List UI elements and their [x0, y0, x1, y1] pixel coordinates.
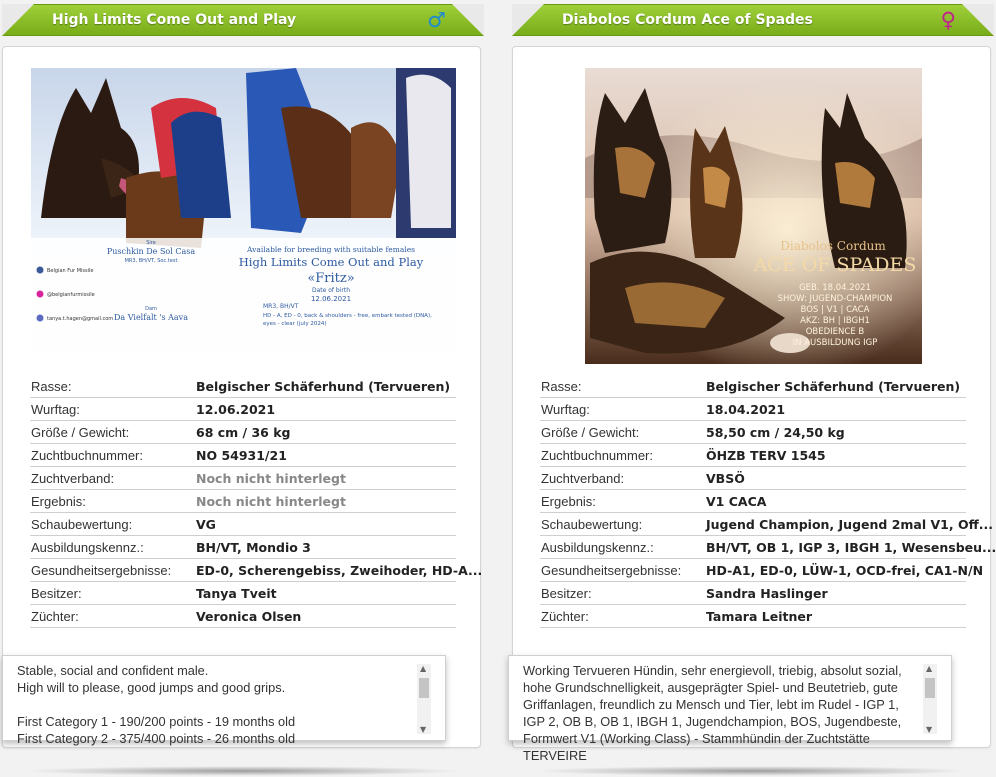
dog-card-column-1 [2, 0, 483, 777]
svg-text:Belgian Fur Missile: Belgian Fur Missile [47, 268, 94, 274]
svg-text:OBEDIENCE B: OBEDIENCE B [805, 327, 865, 337]
svg-text:HD - A, ED - 0, back & shoulde: HD - A, ED - 0, back & shoulders - free, embark tested (DNA), [263, 313, 432, 319]
table-row: Rasse: Belgischer Schäferhund (Tervueren) [30, 375, 456, 398]
table-row: Gesundheitsergebnisse: ED-0, Scherengebiss, Zweihoder, HD-A... [30, 559, 456, 582]
scrollbar[interactable] [417, 664, 431, 734]
svg-text:Sire: Sire [146, 240, 156, 246]
dog-description-box[interactable] [508, 655, 952, 763]
svg-text:12.06.2021: 12.06.2021 [310, 295, 352, 303]
table-row: Schaubewertung: Jugend Champion, Jugend 2mal V1, Off... [540, 513, 966, 536]
table-row: Zuchtbuchnummer: NO 54931/21 [30, 444, 456, 467]
svg-text:«Fritz»: «Fritz» [307, 271, 355, 286]
svg-text:High Limits Come Out and Play: High Limits Come Out and Play [238, 255, 424, 269]
table-row: Rasse: Belgischer Schäferhund (Tervueren) [540, 375, 966, 398]
dog-name[interactable]: Diabolos Cordum Ace of Spades [562, 12, 813, 28]
scrollbar-thumb[interactable] [925, 678, 935, 698]
table-row: Größe / Gewicht: 58,50 cm / 24,50 kg [540, 421, 966, 444]
dog-photo[interactable] [585, 68, 922, 364]
table-row: Ausbildungskennz.: BH/VT, OB 1, IGP 3, IBGH 1, Wesensbeu... [540, 536, 966, 559]
dog-photo[interactable] [31, 68, 456, 350]
table-row: Ergebnis: V1 CACA [540, 490, 966, 513]
dog-name-banner[interactable] [2, 4, 484, 36]
table-row: Ergebnis: Noch nicht hinterlegt [30, 490, 456, 513]
svg-text:MR3, BH/VT: MR3, BH/VT [263, 303, 299, 310]
table-row: Zuchtverband: VBSÖ [540, 467, 966, 490]
dog-description-box[interactable] [2, 655, 446, 746]
dog-card-column-2 [512, 0, 996, 777]
scroll-up-icon[interactable]: ▲ [926, 664, 933, 673]
table-row: Zuchtverband: Noch nicht hinterlegt [30, 467, 456, 490]
table-row: Schaubewertung: VG [30, 513, 456, 536]
scrollbar-thumb[interactable] [419, 678, 429, 698]
table-row: Größe / Gewicht: 68 cm / 36 kg [30, 421, 456, 444]
svg-text:Diabolos Cordum: Diabolos Cordum [780, 239, 886, 253]
svg-text:GEB. 18.04.2021: GEB. 18.04.2021 [799, 283, 871, 293]
dog-description: Stable, social and confident male. High will to please, good jumps and good grips. First Category 1 - 190/200 points - 19 months old First Category 2 - 375/400 points - 26 months old [17, 663, 296, 746]
svg-text:MR3, BH/VT, Soc.test: MR3, BH/VT, Soc.test [124, 258, 178, 264]
svg-text:eyes - clear (july 2024): eyes - clear (july 2024) [263, 321, 327, 327]
scroll-down-icon[interactable]: ▼ [926, 725, 933, 734]
table-row: Gesundheitsergebnisse: HD-A1, ED-0, LÜW-1, OCD-frei, CA1-N/N [540, 559, 966, 582]
dog-info-table [540, 375, 996, 628]
table-row: Zuchtbuchnummer: ÖHZB TERV 1545 [540, 444, 966, 467]
svg-text:BOS | V1 | CACA: BOS | V1 | CACA [800, 305, 870, 315]
svg-text:SHOW: JUGEND-CHAMPION: SHOW: JUGEND-CHAMPION [777, 294, 893, 304]
female-icon: ♀ [940, 8, 956, 32]
svg-text:AKZ: BH | IBGH1: AKZ: BH | IBGH1 [800, 316, 870, 326]
table-row: Wurftag: 18.04.2021 [540, 398, 966, 421]
svg-text:Dam: Dam [145, 306, 157, 312]
dog-name-banner[interactable] [512, 4, 994, 36]
dog-name[interactable]: High Limits Come Out and Play [52, 12, 297, 28]
svg-text:Puschkin De Sol Casa: Puschkin De Sol Casa [106, 247, 196, 256]
scroll-down-icon[interactable]: ▼ [420, 725, 427, 734]
table-row: Besitzer: Sandra Haslinger [540, 582, 966, 605]
table-row: Ausbildungskennz.: BH/VT, Mondio 3 [30, 536, 456, 559]
svg-text:Available for breeding with su: Available for breeding with suitable females [247, 245, 415, 254]
table-row: Züchter: Tamara Leitner [540, 605, 966, 628]
dog-description: Working Tervueren Hündin, sehr energievoll, triebig, absolut sozial, hohe Grundschnelligkeit, ausgeprägter Spiel- und Beutetrieb, gute Griffanlagen, freundlich zu Mensch und Tier, lebt im Rudel - IGP 1, IGP 2, OB B, OB 1, IBGH 1, Jugendchampion, BOS, Jugendbeste, Formwert V1 (Working Class) - Stammhündin der Zuchtstätte TERVEIRE [523, 663, 902, 763]
scrollbar[interactable] [923, 664, 937, 734]
male-icon: ♂ [427, 8, 446, 32]
table-row: Wurftag: 12.06.2021 [30, 398, 456, 421]
table-row: Besitzer: Tanya Tveit [30, 582, 456, 605]
table-row: Züchter: Veronica Olsen [30, 605, 456, 628]
scroll-up-icon[interactable]: ▲ [420, 664, 427, 673]
svg-text:tanya.t.hagen@gmail.com: tanya.t.hagen@gmail.com [47, 316, 114, 322]
svg-text:IN AUSBILDUNG IGP: IN AUSBILDUNG IGP [792, 338, 878, 348]
svg-text:Da Vielfalt 's Aava: Da Vielfalt 's Aava [114, 313, 188, 322]
svg-text:Date of birth: Date of birth [311, 287, 351, 294]
svg-text:@belgianfurmissile: @belgianfurmissile [47, 292, 95, 298]
svg-text:ACE OF SPADES: ACE OF SPADES [753, 254, 917, 276]
dog-info-table [30, 375, 483, 628]
